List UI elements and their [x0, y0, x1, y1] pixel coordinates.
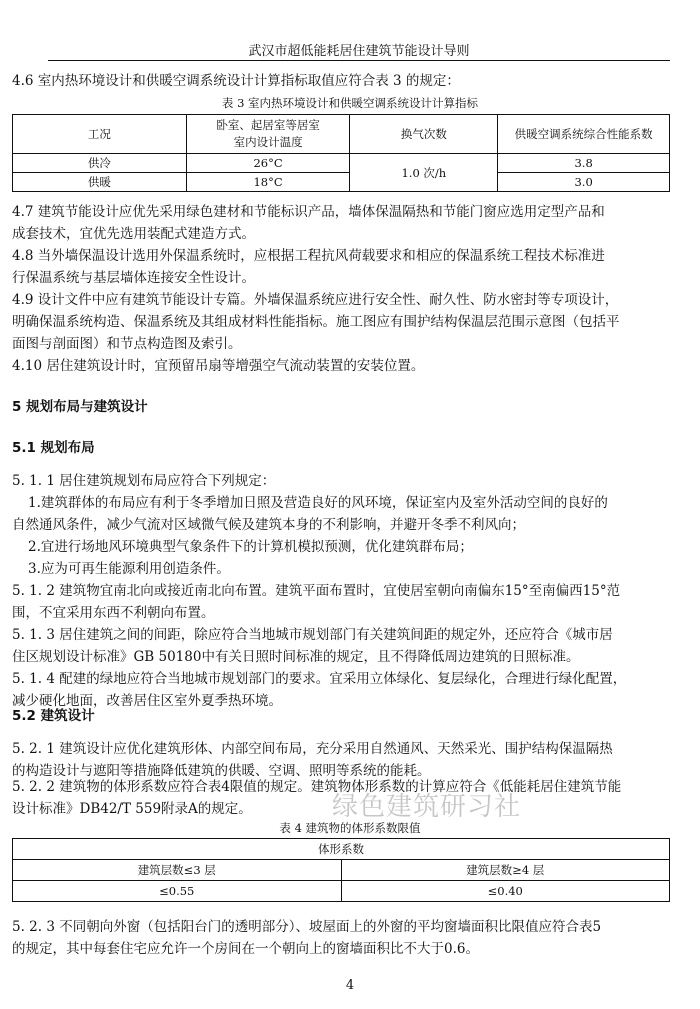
table-4: [12, 838, 670, 902]
clause-4-9-line2: 明确保温系统构造、保温系统及其组成材料性能指标。施工图应有围护结构保温层范围示意图（包括平: [12, 314, 620, 330]
page-header-title: 武汉市超低能耗居住建筑节能设计导则: [248, 44, 470, 59]
clause-5-2-3-line2: 的规定，其中每套住宅应允许一个房间在一个朝向上的窗墙面积比不大于0.6。: [12, 941, 479, 957]
table-3-temp-heating: 18°C: [186, 173, 350, 192]
clause-5-2-2-line1: 5. 2. 2 建筑物的体形系数应符合表4限值的规定。建筑物体形系数的计算应符合《低能耗居住建筑节能: [12, 779, 622, 795]
clause-5-1-1-item-1-line1: 1.建筑群体的布局应有利于冬季增加日照及营造良好的风环境，保证室内及室外活动空间的良好的: [28, 495, 608, 511]
table-4-group-header: 体形系数: [13, 839, 670, 860]
table-4-value-low-rise: ≤0.55: [13, 881, 342, 902]
clause-5-1-1-item-2: 2.宜进行场地风环境典型气象条件下的计算机模拟预测，优化建筑群布局；: [28, 539, 473, 555]
clause-5-1-2-line1: 5. 1. 2 建筑物宜南北向或接近南北向布置。建筑平面布置时，宜使居室朝向南偏东15°至南偏西15°范: [12, 583, 621, 599]
clause-4-8-line1: 4.8 当外墙保温设计选用外保温系统时，应根据工程抗风荷载要求和相应的保温系统工程技术标准进: [12, 248, 605, 264]
table-3-header-cop: 供暖空调系统综合性能系数: [498, 115, 670, 154]
clause-5-2-1-line2: 的构造设计与遮阳等措施降低建筑的供暖、空调、照明等系统的能耗。: [12, 763, 431, 779]
table-4-header-low-rise: 建筑层数≤3 层: [13, 860, 342, 881]
clause-5-2-3-line1: 5. 2. 3 不同朝向外窗（包括阳台门的透明部分）、坡屋面上的外窗的平均窗墙面积比限值应符合表5: [12, 919, 602, 935]
table-4-value-multi-rise: ≤0.40: [341, 881, 670, 902]
clause-4-9-line1: 4.9 设计文件中应有建筑节能设计专篇。外墙保温系统应进行安全性、耐久性、防水密封等专项设计，: [12, 292, 619, 308]
clause-5-1-1-item-3: 3.应为可再生能源利用创造条件。: [28, 561, 230, 577]
table-3-header-temperature: [186, 115, 350, 154]
clause-5-1-3-line1: 5. 1. 3 居住建筑之间的间距，除应符合当地城市规划部门有关建筑间距的规定外，还应符合《城市居: [12, 627, 613, 643]
table-3-cop-cooling: 3.8: [498, 154, 670, 173]
page-number: 4: [345, 978, 355, 993]
table-3-temp-cooling: 26°C: [186, 154, 350, 173]
clause-4-10: 4.10 居住建筑设计时，宜预留吊扇等增强空气流动装置的安装位置。: [12, 358, 425, 374]
table-row: [13, 173, 670, 192]
clause-5-1-4-line2: 减少硬化地面，改善居住区室外夏季热环境。: [12, 693, 282, 709]
clause-5-1-4-line1: 5. 1. 4 配建的绿地应符合当地城市规划部门的要求。宜采用立体绿化、复层绿化，合理进行绿化配置，: [12, 671, 627, 687]
table-3-header-temperature-line1: 卧室、起居室等居室: [216, 118, 320, 132]
section-5-1-heading: 5.1 规划布局: [12, 440, 95, 456]
table-row: [13, 154, 670, 173]
table-3-condition-heating: 供暖: [13, 173, 187, 192]
clause-5-1-1: 5. 1. 1 居住建筑规划布局应符合下列规定：: [12, 473, 276, 489]
clause-4-9-line3: 面图与剖面图）和节点构造图及索引。: [12, 336, 242, 352]
table-3-header-air-change: 换气次数: [350, 115, 498, 154]
section-5-2-heading: 5.2 建筑设计: [12, 708, 95, 724]
clause-5-1-3-line2: 住区规划设计标准》GB 50180中有关日照时间标准的规定，且不得降低周边建筑的日照标准。: [12, 649, 580, 665]
clause-5-2-2-line2: 设计标准》DB42/T 559附录A的规定。: [12, 801, 252, 817]
table-3-air-change-value: 1.0 次/h: [350, 154, 498, 192]
clause-5-2-1-line1: 5. 2. 1 建筑设计应优化建筑形体、内部空间布局，充分采用自然通风、天然采光、围护结构保温隔热: [12, 741, 613, 757]
watermark-text: 绿色建筑研习社: [332, 792, 522, 822]
table-3-header-temperature-line2: 室内设计温度: [233, 135, 303, 149]
clause-4-7-line2: 成套技术，宜优先选用装配式建造方式。: [12, 226, 255, 242]
table-3: [12, 114, 670, 192]
table-3-caption: 表 3 室内热环境设计和供暖空调系统设计计算指标: [221, 96, 479, 110]
table-4-caption: 表 4 建筑物的体形系数限值: [279, 821, 421, 835]
table-3-condition-cooling: 供冷: [13, 154, 187, 173]
clause-4-6: 4.6 室内热环境设计和供暖空调系统设计计算指标取值应符合表 3 的规定：: [12, 73, 460, 89]
table-3-cop-heating: 3.0: [498, 173, 670, 192]
header-rule: [48, 60, 670, 61]
clause-4-7-line1: 4.7 建筑节能设计应优先采用绿色建材和节能标识产品，墙体保温隔热和节能门窗应选用定型产品和: [12, 204, 605, 220]
table-row: [13, 881, 670, 902]
table-3-header-condition: 工况: [13, 115, 187, 154]
clause-4-8-line2: 行保温系统与基层墙体连接安全性设计。: [12, 270, 255, 286]
table-4-header-multi-rise: 建筑层数≥4 层: [341, 860, 670, 881]
chapter-5-heading: 5 规划布局与建筑设计: [12, 399, 148, 415]
clause-5-1-1-item-1-line2: 自然通风条件，减少气流对区域微气候及建筑本身的不利影响，并避开冬季不利风向；: [12, 517, 525, 533]
clause-5-1-2-line2: 围，不宜采用东西不利朝向布置。: [12, 605, 215, 621]
